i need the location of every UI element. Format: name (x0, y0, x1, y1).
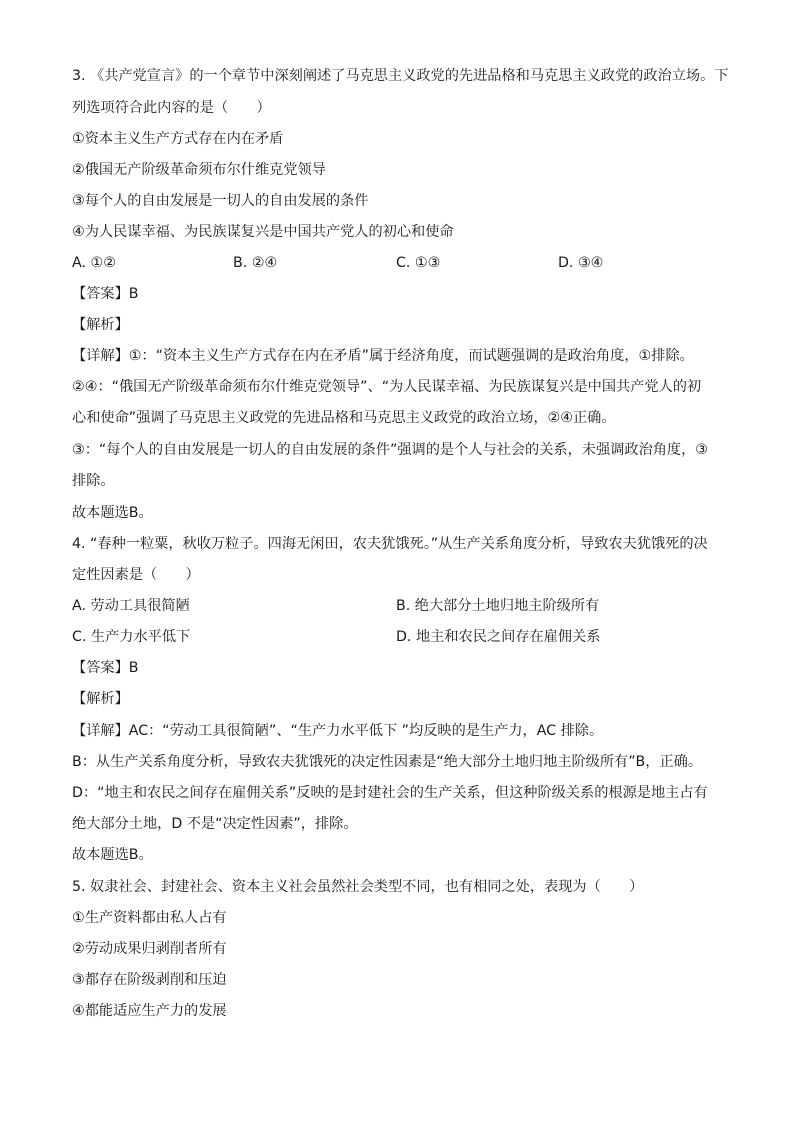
q5-item-3: ③都存在阶级剥削和压迫 (72, 972, 227, 988)
q4-detail-line-3: D：“地主和农民之间存在雇佣关系”反映的是封建社会的生产关系，但这种阶级关系的根源是地主占有 (72, 785, 708, 801)
q3-stem-line-1: 3. 《共产党宣言》的一个章节中深刻阐述了马克思主义政党的先进品格和马克思主义政党的政治立场。下 (72, 68, 729, 84)
q4-answer: 【答案】B (72, 660, 139, 676)
q3-option-c: C. ①③ (396, 255, 441, 271)
q4-stem-line-2: 定性因素是（ ） (72, 567, 200, 583)
q4-option-d: D. 地主和农民之间存在雇佣关系 (396, 629, 601, 645)
q5-stem: 5. 奴隶社会、封建社会、资本主义社会虽然社会类型不同，也有相同之处，表现为（ ） (72, 879, 644, 895)
q3-detail-line-5: 排除。 (72, 473, 115, 489)
q3-option-b: B. ②④ (233, 255, 278, 271)
q4-detail-line-4: 绝大部分土地，D 不是“决定性因素”，排除。 (72, 816, 358, 832)
q4-stem-line-1: 4. “春种一粒粟，秋收万粒子。四海无闲田，农夫犹饿死。”从生产关系角度分析，导致农夫犹饿死的决 (72, 536, 708, 552)
q3-item-3: ③每个人的自由发展是一切人的自由发展的条件 (72, 193, 369, 209)
q4-option-a: A. 劳动工具很简陋 (72, 598, 190, 614)
q4-detail-line-1: 【详解】AC：“劳动工具很简陋”、“生产力水平低下 ”均反映的是生产力，AC 排除。 (72, 723, 604, 739)
q4-option-b: B. 绝大部分土地归地主阶级所有 (396, 598, 600, 614)
q3-detail-line-2: ②④：“俄国无产阶级革命须布尔什维克党领导”、“为人民谋幸福、为民族谋复兴是中国共产党人的初 (72, 379, 702, 395)
q3-conclusion: 故本题选B。 (72, 505, 153, 521)
q5-item-4: ④都能适应生产力的发展 (72, 1003, 227, 1019)
q3-option-a: A. ①② (72, 255, 116, 271)
q5-item-1: ①生产资料都由私人占有 (72, 910, 227, 926)
q3-item-1: ①资本主义生产方式存在内在矛盾 (72, 131, 284, 147)
q4-analysis-label: 【解析】 (72, 691, 129, 707)
q5-item-2: ②劳动成果归剥削者所有 (72, 941, 227, 957)
q3-stem-line-2: 列选项符合此内容的是（ ） (72, 100, 271, 116)
q3-detail-line-4: ③：“每个人的自由发展是一切人的自由发展的条件”强调的是个人与社会的关系，未强调政治角度，③ (72, 442, 709, 458)
q3-analysis-label: 【解析】 (72, 317, 129, 333)
q4-option-c: C. 生产力水平低下 (72, 629, 191, 645)
q3-detail-line-3: 心和使命”强调了马克思主义政党的先进品格和马克思主义政党的政治立场，②④正确。 (72, 410, 616, 426)
q3-answer: 【答案】B (72, 286, 139, 302)
q3-option-d: D. ③④ (558, 255, 604, 271)
q3-detail-line-1: 【详解】①：“资本主义生产方式存在内在矛盾”属于经济角度，而试题强调的是政治角度，①排除。 (72, 348, 694, 364)
q3-item-4: ④为人民谋幸福、为民族谋复兴是中国共产党人的初心和使命 (72, 224, 454, 240)
q3-item-2: ②俄国无产阶级革命须布尔什维克党领导 (72, 162, 326, 178)
q4-detail-line-2: B：从生产关系角度分析，导致农夫犹饿死的决定性因素是“绝大部分土地归地主阶级所有”B，正确。 (72, 754, 703, 770)
q4-conclusion: 故本题选B。 (72, 847, 153, 863)
